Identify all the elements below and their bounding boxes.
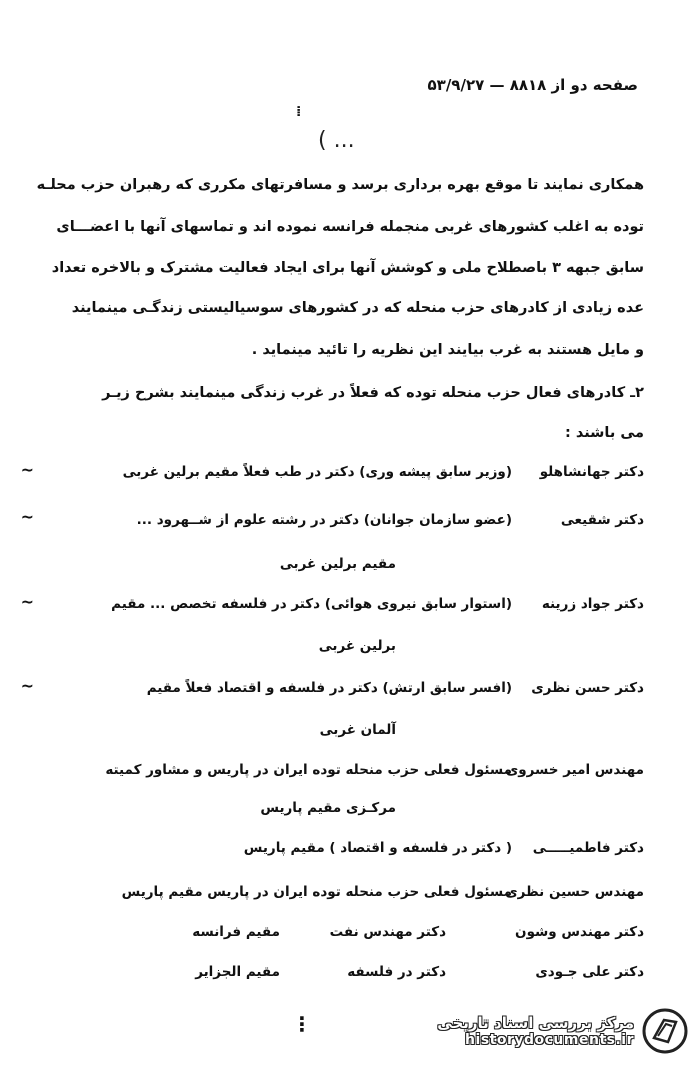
entry-name: دکتر جواد زرینه (541, 596, 644, 612)
bullet: ~ (20, 460, 34, 479)
watermark-url: historydocuments.ir (465, 1032, 634, 1048)
entry-city: مقیم فرانسه (192, 924, 280, 940)
entry-field: دکتر در فلسفه (347, 964, 446, 980)
archive-logo-icon (642, 1008, 688, 1054)
entry-detail: مسئول فعلی حزب منحله توده ایران در پاریس و مشاور کمیته (105, 762, 512, 778)
entry-name: دکتر علی جـودی (535, 964, 644, 980)
entry-continuation: مرکـزی مقیم پاریس (260, 800, 396, 816)
entry-name: دکتر مهندس وشون (515, 924, 644, 940)
bullet: ~ (20, 592, 34, 611)
watermark (437, 1008, 688, 1054)
entry-name: دکتر فاطمیـــــی (532, 840, 644, 856)
paragraph-line: توده به اغلب کشورهای غربی منجمله فرانسه نموده اند و تماسهای آنها با اعضـــای (56, 219, 644, 235)
entry-name: دکتر شقیعی (560, 512, 644, 528)
page-reference: صفحه دو از ۸۸۱۸ — ۵۳/۹/۲۷ (427, 76, 638, 94)
entry-detail: (عضو سازمان جوانان) دکتر در رشته علوم از شــهرود ... (136, 512, 512, 528)
paragraph-line: عده زیادی از کادرهای حزب منحله که در کشورهای سوسیالیستی زندگـی مینمایند (71, 300, 644, 316)
entry-continuation: آلمان غربی (319, 722, 396, 738)
item-2-tail: می باشند : (565, 425, 644, 441)
entry-city: مقیم الجزایر (195, 964, 280, 980)
entry-name: مهندس حسین نظری (505, 884, 644, 900)
bullet: ~ (20, 676, 34, 695)
bullet: ~ (20, 507, 34, 526)
watermark-title: مرکز بررسی اسناد تاریخی (437, 1014, 634, 1032)
entry-continuation: مقیم برلین غربی (279, 556, 396, 572)
paragraph-line: همکاری نمایند تا موقع بهره برداری برسد و مسافرتهای مکرری که رهبران حزب محلـه (36, 177, 644, 193)
entry-detail: ( دکتر در فلسفه و اقتصاد ) مقیم پاریس (243, 840, 512, 856)
entry-continuation: برلین غربی (318, 638, 396, 654)
entry-detail: (استوار سابق نیروی هوائی) دکتر در فلسفه تخصص ... مقیم (111, 596, 512, 612)
paragraph-line: و مایل هستند به غرب بیایند این نظریه را تائید مینماید . (251, 342, 644, 358)
bottom-mark: ⋮ (292, 1012, 312, 1036)
entry-name: مهندس امیر خسروی (505, 762, 644, 778)
item-2-intro: ۲ـ کادرهای فعال حزب منحله توده که فعلاً در غرب زندگی مینمایند بشرح زیـر (102, 385, 644, 401)
entry-name: دکتر حسن نظری (531, 680, 644, 696)
entry-field: دکتر مهندس نفت (329, 924, 446, 940)
entry-detail: (افسر سابق ارتش) دکتر در فلسفه و اقتصاد فعلاً مقیم (146, 680, 512, 696)
entry-detail: (وزیر سابق پیشه وری) دکتر در طب فعلاً مقیم برلین غربی (122, 464, 512, 480)
paragraph-line: سابق جبهه ۳ باصطلاح ملی و کوشش آنها برای ایجاد فعالیت مشترک و بالاخره تعداد (51, 260, 644, 276)
handwritten-mark: ( ... (318, 128, 355, 153)
margin-tick: ⁞ (296, 104, 302, 120)
entry-name: دکتر جهانشاهلو (539, 464, 644, 480)
entry-detail: مسئول فعلی حزب منحله توده ایران در پاریس مقیم پاریس (121, 884, 512, 900)
watermark-text (437, 1014, 634, 1048)
